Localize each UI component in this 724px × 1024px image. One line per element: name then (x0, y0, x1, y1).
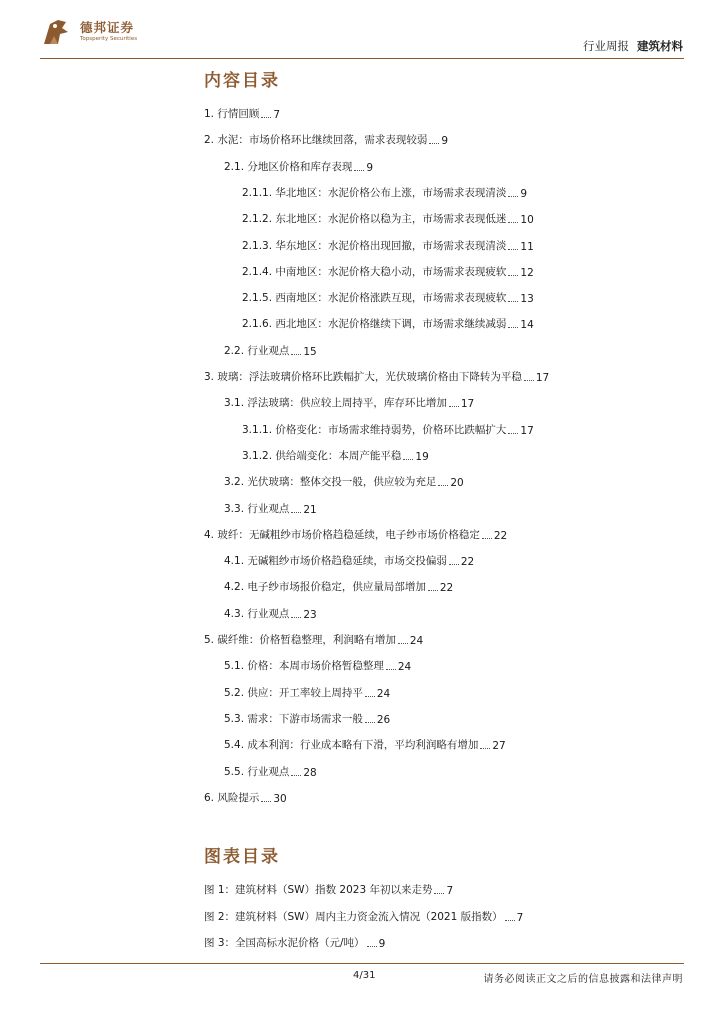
dot-leader (508, 196, 518, 197)
figure-entry-page: 7 (446, 885, 454, 897)
dot-leader (480, 748, 490, 749)
figure-entry-label: 图 1：建筑材料（SW）指数 2023 年初以来走势 (204, 884, 433, 896)
dot-leader (508, 327, 518, 328)
dot-leader (354, 170, 364, 171)
brand-name-cn: 德邦证券 (80, 20, 135, 35)
toc-entry-label: 2.1.5. 西南地区：水泥价格涨跌互现，市场需求表现疲软 (242, 292, 507, 305)
dot-leader (428, 590, 438, 591)
figure-entry-page: 7 (516, 911, 524, 924)
dot-leader (508, 249, 518, 250)
dot-leader (438, 485, 448, 486)
figures-title: 图表目录 (204, 847, 280, 867)
page-number: 4/31 (353, 970, 376, 981)
dot-leader (398, 643, 408, 644)
dot-leader (365, 722, 375, 723)
toc-entry-label: 2.1.4. 中南地区：水泥价格大稳小动，市场需求表现疲软 (242, 265, 507, 278)
header-divider (40, 58, 684, 59)
figure-entry-label: 图 3：全国高标水泥价格（元/吨） (204, 937, 365, 949)
toc-entry-label: 3.3. 行业观点 (224, 502, 290, 515)
toc-entry-page: 22 (460, 556, 475, 569)
toc-entry-page: 17 (460, 398, 475, 411)
dot-leader (429, 143, 439, 144)
dot-leader (508, 222, 518, 223)
toc-entry-label: 3. 玻璃：浮法玻璃价格环比跌幅扩大，光伏玻璃价格由下降转为平稳 (204, 371, 522, 383)
toc-entry-label: 1. 行情回顾 (204, 108, 260, 120)
toc-entry-page: 30 (273, 792, 287, 805)
dot-leader (434, 893, 444, 894)
toc-entry-label: 3.1.2. 供给端变化：本周产能平稳 (242, 449, 402, 462)
toc-entry-label: 5.5. 行业观点 (224, 765, 290, 778)
toc-entry-page: 20 (450, 477, 464, 490)
dot-leader (524, 380, 534, 381)
toc-entry-label: 2.1.1. 华北地区：水泥价格公布上涨，市场需求表现清淡 (242, 186, 507, 199)
toc-entry-label: 5.3. 需求：下游市场需求一般 (224, 712, 363, 725)
toc-entry-label: 5.4. 成本利润：行业成本略有下滑，平均利润略有增加 (224, 739, 479, 752)
report-category: 行业周报 (583, 39, 629, 53)
dot-leader (367, 946, 377, 947)
footer-divider (40, 963, 684, 964)
toc-entry-page: 12 (520, 266, 534, 279)
toc-entry-label: 4.2. 电子纱市场报价稳定，供应量局部增加 (224, 581, 426, 594)
report-sector: 建筑材料 (637, 39, 683, 53)
toc-entry-label: 2.1. 分地区价格和库存表现 (224, 160, 353, 173)
dot-leader (261, 801, 271, 802)
toc-entry-page: 22 (439, 582, 454, 595)
toc-entry-page: 13 (520, 293, 534, 306)
toc-entry-label: 2.2. 行业观点 (224, 344, 290, 357)
toc-entry-page: 21 (303, 503, 317, 516)
dot-leader (508, 301, 518, 302)
toc-entry-page: 27 (492, 740, 506, 753)
toc-entry-page: 24 (397, 661, 412, 674)
toc-entry-label: 4. 玻纤：无碱粗纱市场价格趋稳延续，电子纱市场价格稳定 (204, 528, 480, 541)
dot-leader (291, 617, 301, 618)
toc-entry-label: 5.2. 供应：开工率较上周持平 (224, 686, 363, 699)
toc-entry-label: 2.1.3. 华东地区：水泥价格出现回撤，市场需求表现清淡 (242, 239, 507, 252)
toc-entry-label: 4.3. 行业观点 (224, 607, 290, 620)
dot-leader (291, 775, 301, 776)
toc-entry-page: 10 (520, 214, 534, 227)
dot-leader (449, 564, 459, 565)
toc-entry-label: 3.1. 浮法玻璃：供应较上周持平，库存环比增加 (224, 397, 447, 410)
toc-entry-page: 24 (376, 687, 391, 700)
dot-leader (508, 275, 518, 276)
toc-entry-page: 19 (415, 450, 429, 463)
company-logo (40, 14, 200, 54)
toc-entry-page: 7 (273, 109, 281, 121)
disclaimer-note: 请务必阅读正文之后的信息披露和法律声明 (483, 974, 683, 985)
toc-entry-page: 28 (303, 766, 317, 779)
logo-mark-icon (40, 14, 76, 50)
toc-entry-page: 11 (520, 240, 534, 253)
toc-entry-label: 2. 水泥：市场价格环比继续回落，需求表现较弱 (204, 134, 428, 147)
toc-entry-label: 6. 风险提示 (204, 791, 260, 804)
dot-leader (386, 669, 396, 670)
dot-leader (291, 354, 301, 355)
toc-entry-page: 9 (520, 187, 528, 200)
toc-entry-label: 3.2. 光伏玻璃：整体交投一般，供应较为充足 (224, 476, 437, 489)
page-header (0, 0, 724, 60)
dot-leader (482, 538, 492, 539)
toc-entry-page: 26 (376, 713, 391, 726)
toc-entry-page: 9 (441, 135, 449, 148)
toc-entry-page: 9 (366, 161, 374, 174)
toc-entry-page: 17 (520, 424, 534, 437)
toc-entry-page: 24 (409, 635, 424, 647)
toc-entry-label: 3.1.1. 价格变化：市场需求维持弱势，价格环比跌幅扩大 (242, 423, 507, 436)
figure-entry-page: 9 (378, 938, 386, 950)
dot-leader (403, 459, 413, 460)
toc-entry-label: 5.1. 价格：本周市场价格暂稳整理 (224, 660, 384, 673)
toc-entry-label: 2.1.6. 西北地区：水泥价格继续下调，市场需求继续减弱 (242, 318, 507, 331)
toc-entry-label: 4.1. 无碱粗纱市场价格趋稳延续，市场交投偏弱 (224, 555, 447, 568)
report-type (575, 38, 683, 54)
toc-entry-page: 23 (303, 608, 317, 621)
dot-leader (508, 433, 518, 434)
dot-leader (291, 512, 301, 513)
toc-title: 内容目录 (204, 71, 280, 91)
dot-leader (505, 920, 515, 921)
dot-leader (449, 406, 459, 407)
toc-entry-page: 17 (535, 372, 550, 384)
toc-entry-page: 15 (303, 345, 317, 358)
toc-entry-label: 2.1.2. 东北地区：水泥价格以稳为主，市场需求表现低迷 (242, 213, 507, 226)
brand-name-en: Topsperity Securities (80, 36, 138, 42)
figure-entry-label: 图 2：建筑材料（SW）周内主力资金流入情况（2021 版指数） (204, 910, 503, 923)
dot-leader (365, 696, 375, 697)
toc-entry-label: 5. 碳纤维：价格暂稳整理，利润略有增加 (204, 634, 396, 646)
toc-entry-page: 22 (493, 529, 508, 542)
dot-leader (261, 117, 271, 118)
toc-entry-page: 14 (520, 319, 534, 332)
